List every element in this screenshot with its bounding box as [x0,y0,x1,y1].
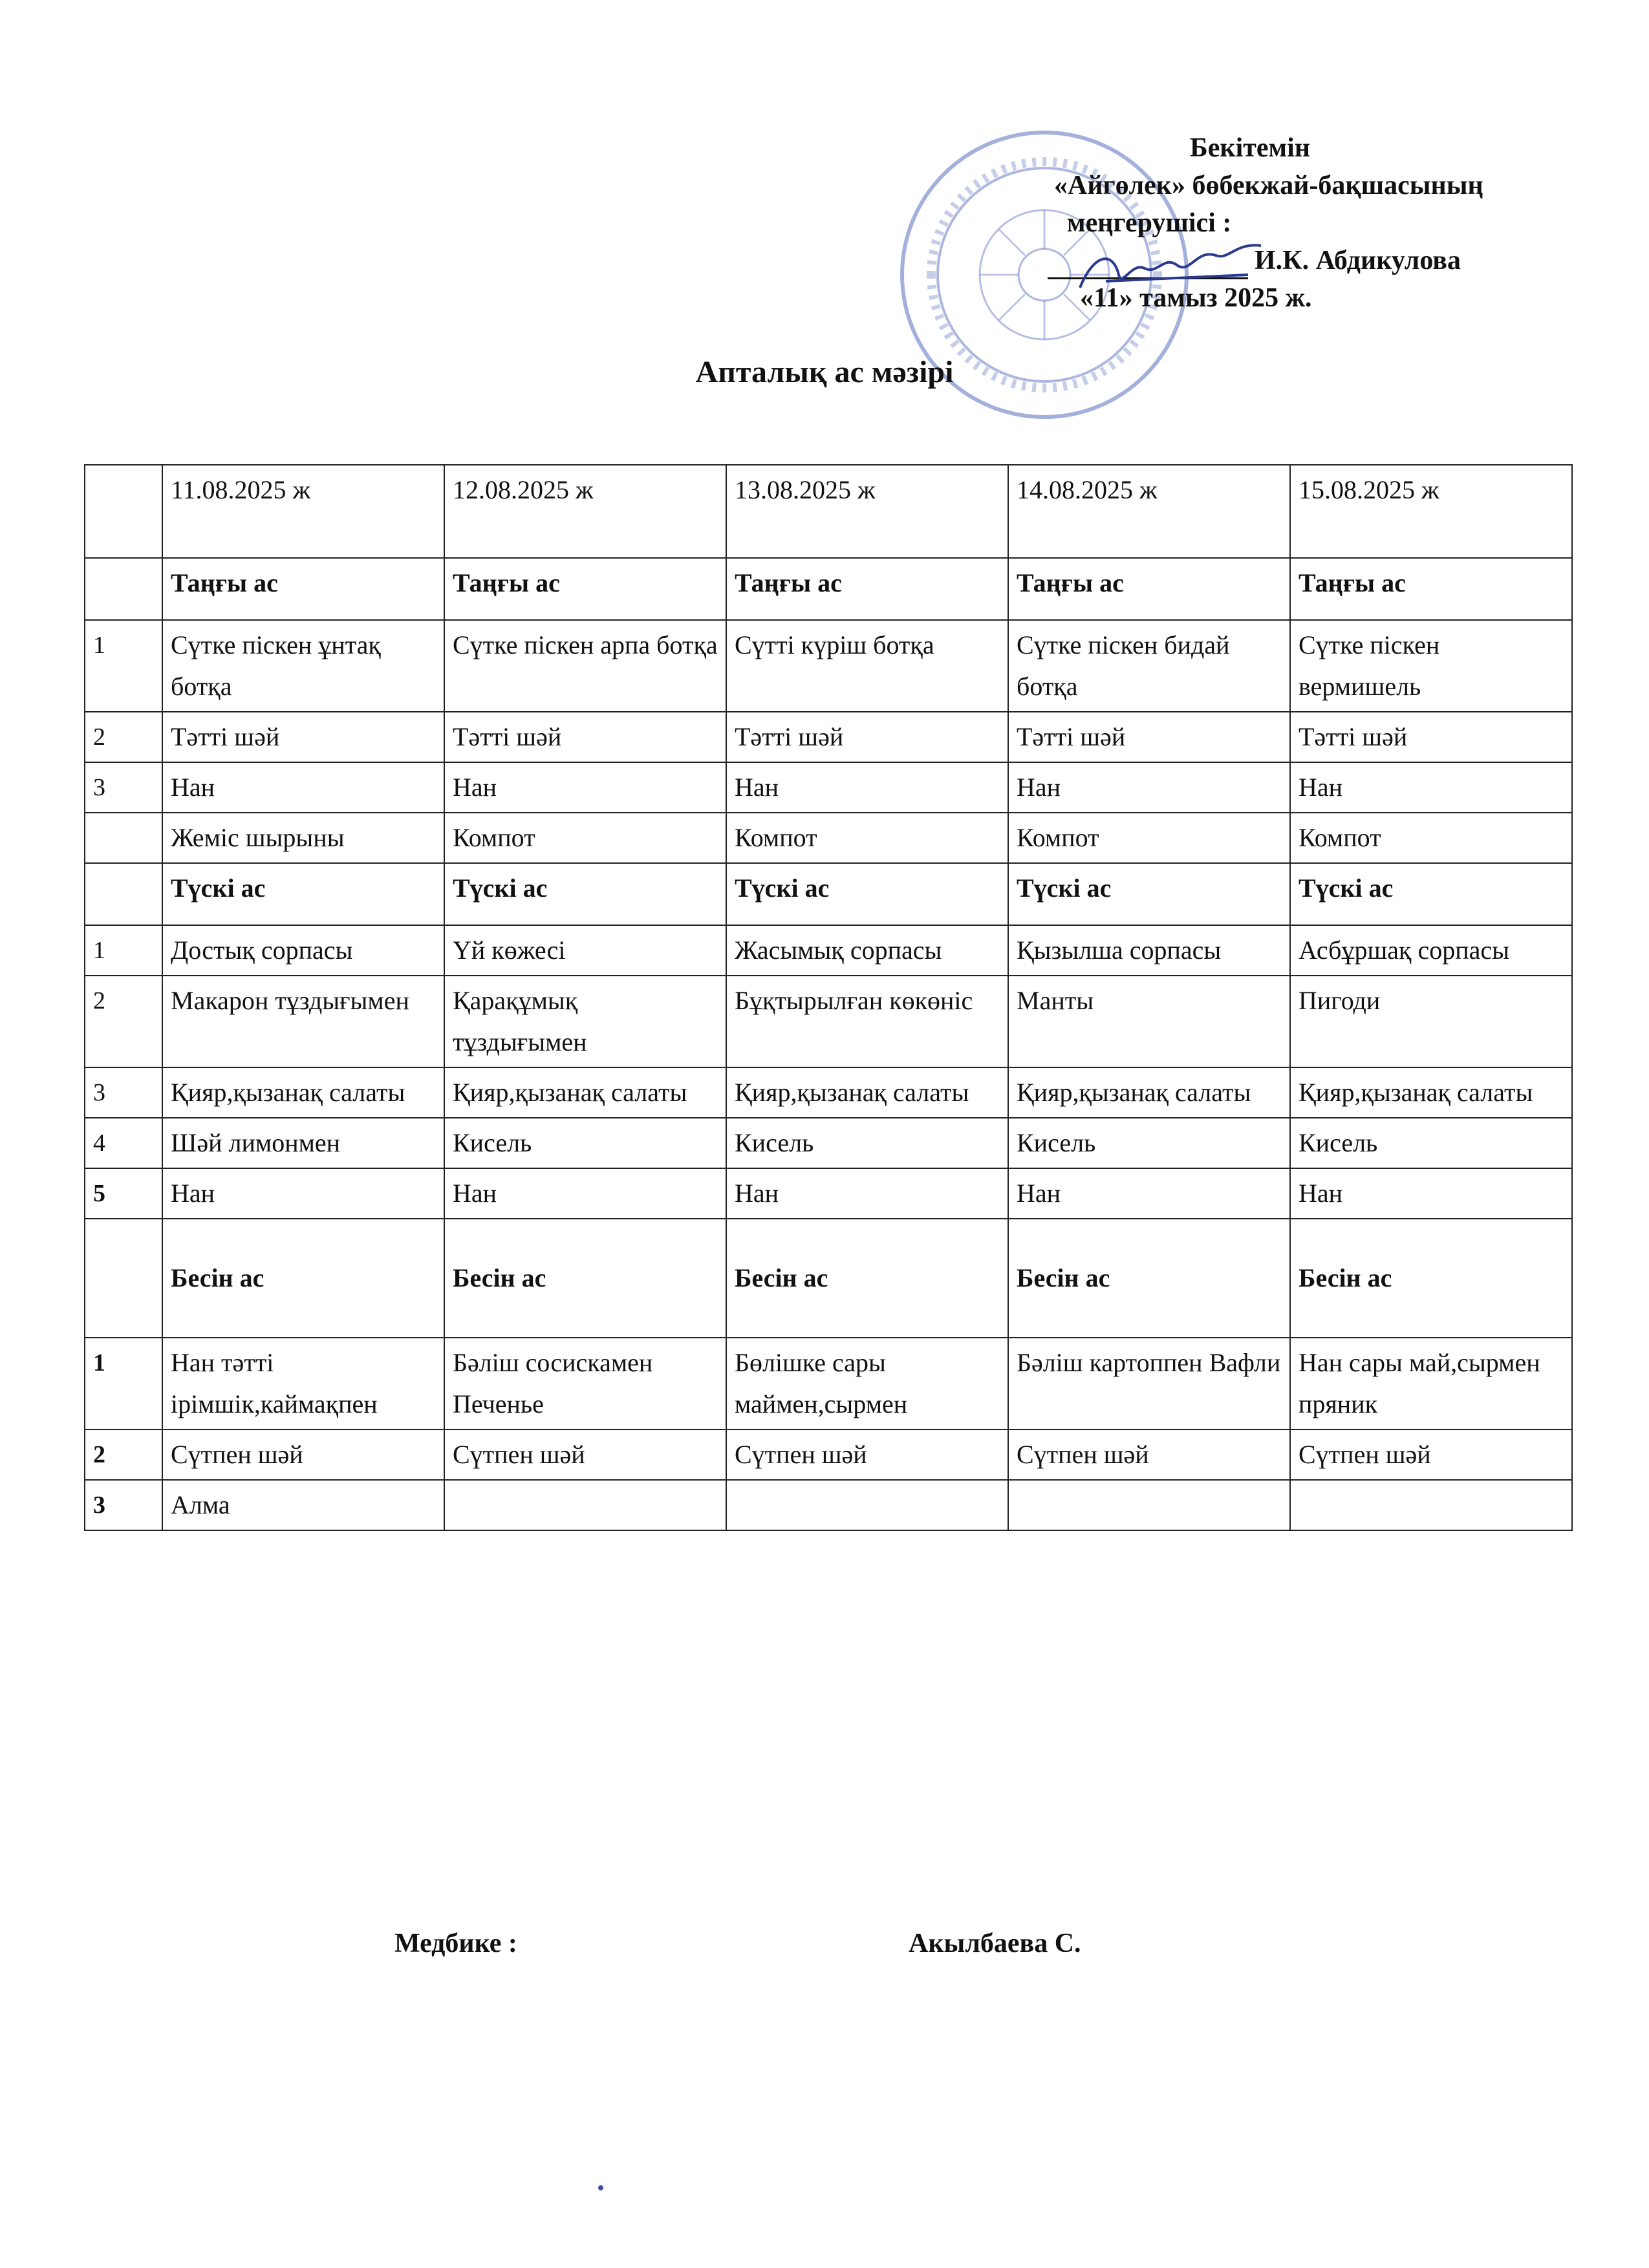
dish-cell: Сүтке піскен ұнтақ ботқа [162,620,444,712]
meal-label-cell: Түскі ас [162,863,444,925]
row-number: 2 [85,712,162,762]
meal-label-cell: Таңғы ас [726,558,1008,620]
menu-row [85,712,1572,762]
dish-cell: Нан [444,762,726,813]
dish-cell [1008,1480,1290,1530]
dish-cell: Нан [1008,762,1290,813]
meal-label-cell: Таңғы ас [162,558,444,620]
row-number: 4 [85,1118,162,1168]
meal-label-cell: Бесін ас [1008,1219,1290,1338]
date-cell: 13.08.2025 ж [726,465,1008,558]
meal-label-cell: Түскі ас [726,863,1008,925]
date-cell: 12.08.2025 ж [444,465,726,558]
header-number-cell [85,1219,162,1338]
dish-cell: Жеміс шырыны [162,813,444,863]
approval-line2: «Айгөлек» бөбекжай-бақшасының [1054,171,1483,200]
menu-row [85,1338,1572,1429]
dish-cell: Бөлішке сары маймен,сырмен [726,1338,1008,1429]
menu-row [85,925,1572,976]
dish-cell: Сүтпен шәй [726,1429,1008,1480]
snack-header-row [85,1219,1572,1338]
dish-cell: Нан сары май,сырмен пряник [1290,1338,1572,1429]
menu-row [85,976,1572,1067]
dish-cell: Сүтке піскен арпа ботқа [444,620,726,712]
dish-cell: Тәтті шәй [1008,712,1290,762]
date-cell: 15.08.2025 ж [1290,465,1572,558]
lunch-header-row [85,863,1572,925]
menu-row [85,1067,1572,1118]
dish-cell [726,1480,1008,1530]
menu-row [85,762,1572,813]
dish-cell: Нан тәтті ірімшік,каймақпен [162,1338,444,1429]
row-number: 2 [85,976,162,1067]
nurse-name: Акылбаева С. [909,1929,1081,1958]
menu-row [85,620,1572,712]
dish-cell: Асбұршақ сорпасы [1290,925,1572,976]
row-number: 3 [85,1480,162,1530]
dish-cell: Сүтпен шәй [1008,1429,1290,1480]
meal-label-cell: Түскі ас [1290,863,1572,925]
dish-cell: Макарон тұздығымен [162,976,444,1067]
dish-cell: Қарақұмық тұздығымен [444,976,726,1067]
meal-label-cell: Бесін ас [444,1219,726,1338]
menu-row [85,1118,1572,1168]
dish-cell: Шәй лимонмен [162,1118,444,1168]
dish-cell [1290,1480,1572,1530]
dish-cell: Компот [444,813,726,863]
approval-line1: Бекітемін [1190,133,1311,163]
dish-cell [444,1480,726,1530]
dish-cell: Қияр,қызанақ салаты [162,1067,444,1118]
meal-label-cell: Таңғы ас [1008,558,1290,620]
dish-cell: Бәліш сосискамен Печенье [444,1338,726,1429]
dish-cell: Кисель [1008,1118,1290,1168]
dish-cell: Кисель [726,1118,1008,1168]
menu-row [85,1168,1572,1219]
dish-cell: Пигоди [1290,976,1572,1067]
header-number-cell [85,863,162,925]
meal-label-cell: Бесін ас [726,1219,1008,1338]
dish-cell: Нан [162,1168,444,1219]
row-number: 3 [85,1067,162,1118]
dish-cell: Қияр,қызанақ салаты [444,1067,726,1118]
dish-cell: Тәтті шәй [1290,712,1572,762]
dates-row [85,465,1572,558]
row-number: 1 [85,1338,162,1429]
menu-row [85,1429,1572,1480]
breakfast-header-row [85,558,1572,620]
meal-label-cell: Бесін ас [162,1219,444,1338]
meal-label-cell: Бесін ас [1290,1219,1572,1338]
handwritten-signature [1067,236,1280,307]
dish-cell: Сүтті күріш ботқа [726,620,1008,712]
dish-cell: Нан [162,762,444,813]
dish-cell: Сүтпен шәй [1290,1429,1572,1480]
dish-cell: Сүтпен шәй [162,1429,444,1480]
dish-cell: Нан [444,1168,726,1219]
dish-cell: Қияр,қызанақ салаты [1290,1067,1572,1118]
dish-cell: Тәтті шәй [444,712,726,762]
row-number: 1 [85,925,162,976]
dish-cell: Нан [726,762,1008,813]
dish-cell: Нан [1290,1168,1572,1219]
meal-label-cell: Таңғы ас [1290,558,1572,620]
nurse-label: Медбике : [394,1929,517,1958]
dish-cell: Кисель [1290,1118,1572,1168]
dish-cell: Компот [1290,813,1572,863]
dish-cell: Нан [726,1168,1008,1219]
row-number: 5 [85,1168,162,1219]
date-cell: 11.08.2025 ж [162,465,444,558]
dish-cell: Сүтке піскен бидай ботқа [1008,620,1290,712]
dish-cell: Бұқтырылған көкөніс [726,976,1008,1067]
dish-cell: Қызылша сорпасы [1008,925,1290,976]
row-number: 1 [85,620,162,712]
meal-label-cell: Таңғы ас [444,558,726,620]
approval-date: «11» тамыз 2025 ж. [1080,283,1312,313]
corner-cell [85,465,162,558]
weekly-menu-table [84,464,1573,1531]
menu-row [85,813,1572,863]
meal-label-cell: Түскі ас [1008,863,1290,925]
meal-label-cell: Түскі ас [444,863,726,925]
dish-cell: Манты [1008,976,1290,1067]
approval-line3: меңгерушісі : [1067,208,1232,238]
row-number [85,813,162,863]
director-name: И.К. Абдикулова [1255,246,1461,275]
dish-cell: Бәліш картоппен Вафли [1008,1338,1290,1429]
menu-row [85,1480,1572,1530]
dish-cell: Алма [162,1480,444,1530]
dish-cell: Тәтті шәй [162,712,444,762]
dish-cell: Тәтті шәй [726,712,1008,762]
header-number-cell [85,558,162,620]
dish-cell: Достық сорпасы [162,925,444,976]
row-number: 3 [85,762,162,813]
dish-cell: Жасымық сорпасы [726,925,1008,976]
dish-cell: Компот [726,813,1008,863]
date-cell: 14.08.2025 ж [1008,465,1290,558]
dish-cell: Кисель [444,1118,726,1168]
dish-cell: Сүтке піскен вермишель [1290,620,1572,712]
dish-cell: Қияр,қызанақ салаты [726,1067,1008,1118]
dish-cell: Қияр,қызанақ салаты [1008,1067,1290,1118]
dish-cell: Үй көжесі [444,925,726,976]
scan-speck [598,2185,603,2190]
row-number: 2 [85,1429,162,1480]
dish-cell: Сүтпен шәй [444,1429,726,1480]
dish-cell: Компот [1008,813,1290,863]
dish-cell: Нан [1290,762,1572,813]
dish-cell: Нан [1008,1168,1290,1219]
page-title: Апталық ас мәзірі [695,355,954,389]
